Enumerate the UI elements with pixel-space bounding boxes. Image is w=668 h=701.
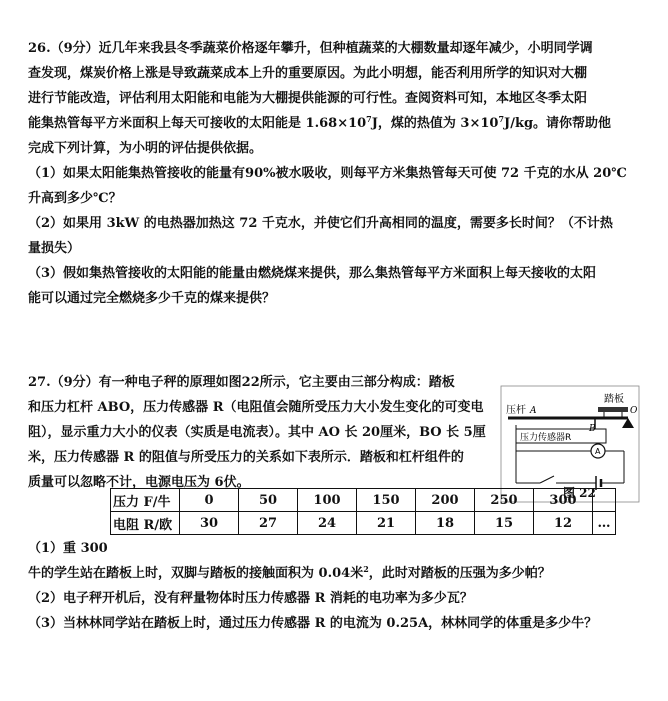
- pedal-label: 踏板: [604, 394, 624, 405]
- q27-sub-1-start: （1）重 300: [28, 541, 108, 556]
- q26-sub-2-cont: 量损失）: [28, 241, 81, 256]
- q27-line-2: 和压力杠杆 ABO，压力传感器 R（电阻值会随所受压力大小发生变化的可变电: [28, 400, 484, 415]
- table-header-cell: 电阻 R/欧: [111, 512, 180, 535]
- question-26: [28, 36, 640, 311]
- q27-line-4: 米，压力传感器 R 的阻值与所受压力的关系如下表所示．踏板和杠杆组件的: [28, 450, 464, 465]
- table-header-cell: 压力 F/牛: [111, 489, 180, 512]
- q26-line-4b: J，煤的热值为 3×10: [371, 116, 499, 131]
- pressure-resistance-table: [110, 488, 616, 535]
- table-cell: 30: [180, 512, 239, 535]
- q27-line-3: 阻），显示重力大小的仪表（实质是电流表）。其中 AO 长 20厘米，BO 长 5厘: [28, 425, 486, 440]
- q26-line-4c: J/kg。请你帮助他: [504, 116, 612, 131]
- table-cell: [593, 489, 616, 512]
- pedal-plate: [598, 407, 628, 412]
- table-cell: …: [593, 512, 616, 535]
- q26-sub-2: （2）如果用 3kW 的电热器加热这 72 千克水，并使它们升高相同的温度，需要多长时间？（不计热: [28, 216, 613, 231]
- q27-sub-1-text: 牛的学生站在踏板上时，双脚与踏板的接触面积为 0.04米: [28, 566, 364, 581]
- table-cell: 0: [180, 489, 239, 512]
- table-cell: 50: [239, 489, 298, 512]
- q26-line-4: [28, 111, 640, 136]
- table-cell: 12: [534, 512, 593, 535]
- q27-sub-3: （3）当林林同学站在踏板上时，通过压力传感器 R 的电流为 0.25A，林林同学的体重是多少牛？: [28, 616, 598, 631]
- q26-sub-1-cont: 升高到多少℃？: [28, 191, 122, 206]
- table-cell: 150: [357, 489, 416, 512]
- q27-line-1: 27.（9分）有一种电子秤的原理如图22所示，它主要由三部分构成：踏板: [28, 375, 455, 390]
- table-row: [111, 512, 616, 535]
- q26-sub-3: （3）假如集热管接收的太阳能的能量由燃烧煤来提供，那么集热管每平方米面积上每天接收的太阳: [28, 266, 597, 281]
- table-cell: 18: [416, 512, 475, 535]
- exponent: 7: [366, 114, 372, 124]
- point-a-label: A: [530, 406, 537, 416]
- table-cell: 300: [534, 489, 593, 512]
- q26-sub-3-cont: 能可以通过完全燃烧多少千克的煤来提供？: [28, 291, 276, 306]
- q27-line-5: 质量可以忽略不计，电源电压为 6伏。: [28, 475, 250, 490]
- ammeter-label: A: [595, 447, 601, 456]
- q26-line-4a: 能集热管每平方米面积上每天可接收的太阳能是 1.68×10: [28, 116, 367, 131]
- sensor-label: 压力传感器R: [520, 433, 572, 443]
- q27-sub-1: [28, 561, 640, 586]
- table-cell: 250: [475, 489, 534, 512]
- table-cell: 100: [298, 489, 357, 512]
- q26-line-1: 26.（9分）近几年来我县冬季蔬菜价格逐年攀升，但种植蔬菜的大棚数量却逐年减少，小明同学调: [28, 41, 593, 56]
- exponent: 7: [498, 114, 505, 124]
- exponent: 2: [363, 564, 369, 574]
- question-27: [28, 370, 498, 495]
- q26-sub-1: （1）如果太阳能集热管接收的能量有90%被水吸收，则每平方米集热管每天可使 72 千克的水从 20℃: [28, 166, 627, 181]
- q27-sub-2: （2）电子秤开机后，没有秤量物体时压力传感器 R 消耗的电功率为多少瓦？: [28, 591, 473, 606]
- q26-line-2: 查发现，煤炭价格上涨是导致蔬菜成本上升的重要原因。为此小明想，能否利用所学的知识对大棚: [28, 66, 588, 81]
- point-b-label: B: [589, 424, 596, 434]
- q27-sub-1-tail: ，此时对踏板的压强为多少帕？: [368, 566, 551, 581]
- table-cell: 200: [416, 489, 475, 512]
- question-27-subquestions: [28, 536, 640, 636]
- table-cell: 24: [298, 512, 357, 535]
- table-cell: 21: [357, 512, 416, 535]
- q26-line-5: 完成下列计算，为小明的评估提供依据。: [28, 141, 263, 156]
- switch-icon: [540, 476, 554, 483]
- table-row: [111, 489, 616, 512]
- point-o-label: O: [630, 406, 638, 416]
- q26-line-3: 进行节能改造，评估利用太阳能和电能为大棚提供能源的可行性。查阅资料可知，本地区冬季太阳: [28, 91, 588, 106]
- figure-caption: 图 22: [563, 486, 596, 500]
- table-cell: 15: [475, 512, 534, 535]
- table-cell: 27: [239, 512, 298, 535]
- lever-label: 压杆: [506, 405, 526, 416]
